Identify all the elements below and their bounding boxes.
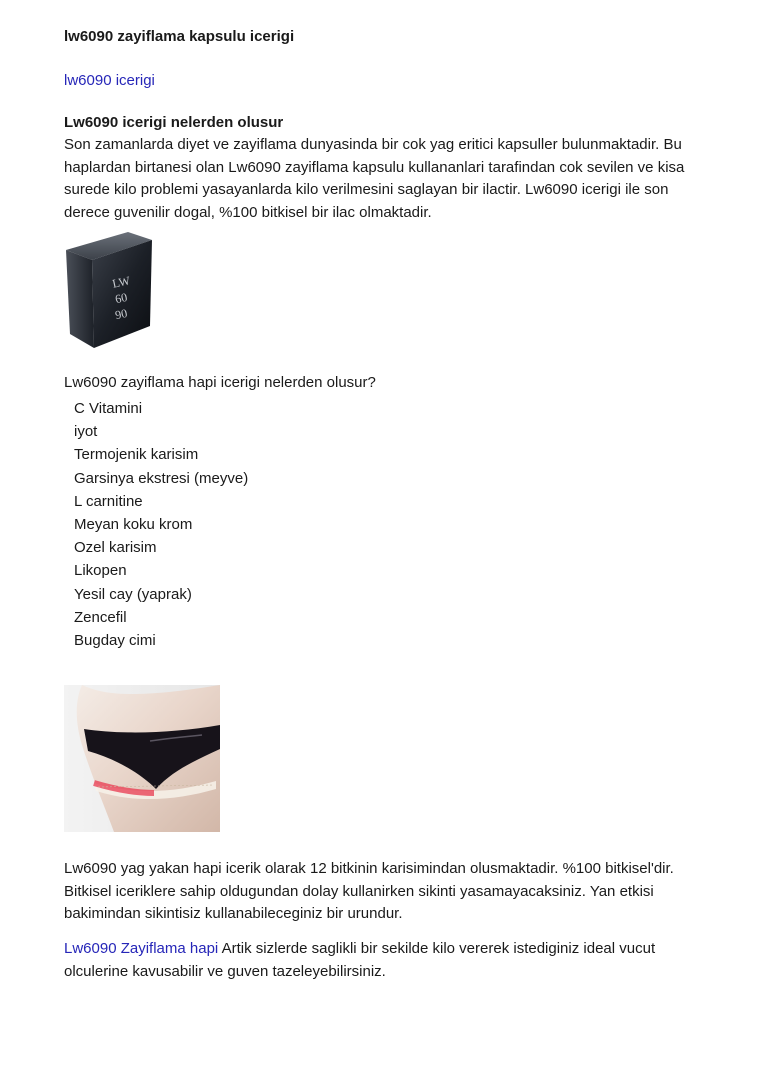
- product-box-label-2: 60: [113, 289, 129, 307]
- ingredient-item: iyot: [74, 423, 98, 441]
- ingredient-item: Garsinya ekstresi (meyve): [74, 469, 249, 487]
- ingredients-question: Lw6090 zayiflama hapi icerigi nelerden olusur?: [64, 374, 376, 391]
- ingredient-item: Ozel karisim: [74, 539, 157, 557]
- ingredient-item: Likopen: [74, 562, 127, 580]
- section-heading: Lw6090 icerigi nelerden olusur: [64, 114, 284, 131]
- document-title: lw6090 zayiflama kapsulu icerigi: [64, 28, 295, 45]
- ingredient-item: Termojenik karisim: [74, 446, 199, 464]
- closing-paragraph: [64, 938, 714, 983]
- closing-text: Artik sizlerde saglikli bir sekilde kilo vererek istediginiz ideal vucut olculerine kavusabilir ve guven tazeleyebilirsiniz.: [64, 940, 656, 980]
- intro-paragraph: Son zamanlarda diyet ve zayiflama dunyasinda bir cok yag eritici kapsuller bulunmaktadir. Bu haplardan birtanesi olan Lw6090 zayiflama kapsulu kullananlari tarafindan cok sevilen ve kisa surede kilo problemi yasayanlarda kilo verilmesini saglayan bir ilactir. Lw6090 icerigi ile son derece guvenilir dogal, %100 bitkisel bir ilac olmaktadir.: [64, 136, 685, 221]
- waist-measure-photo: [64, 685, 220, 832]
- body-paragraph: Lw6090 yag yakan hapi icerik olarak 12 bitkinin karisimindan olusmaktadir. %100 bitkisel'dir. Bitkisel iceriklere sahip oldugundan dolay kullanirken sikinti yasamayacaksiniz. Yan etkisi bakimindan sikintisiz kullanabileceginiz bir urundur.: [64, 860, 674, 922]
- ingredient-item: Bugday cimi: [74, 631, 156, 649]
- zayiflama-hapi-link[interactable]: Lw6090 Zayiflama hapi: [64, 940, 219, 957]
- ingredient-item: Zencefil: [74, 608, 127, 626]
- product-box-label-1: LW: [111, 273, 132, 291]
- ingredient-item: L carnitine: [74, 492, 143, 510]
- ingredient-item: C Vitamini: [74, 400, 143, 417]
- ingredient-item: Yesil cay (yaprak): [74, 585, 192, 603]
- product-box-label-3: 90: [113, 305, 129, 323]
- icerigi-link[interactable]: lw6090 icerigi: [64, 72, 155, 89]
- ingredient-item: Meyan koku krom: [74, 515, 193, 533]
- ingredients-list: [74, 397, 248, 652]
- product-box-image: [64, 230, 154, 350]
